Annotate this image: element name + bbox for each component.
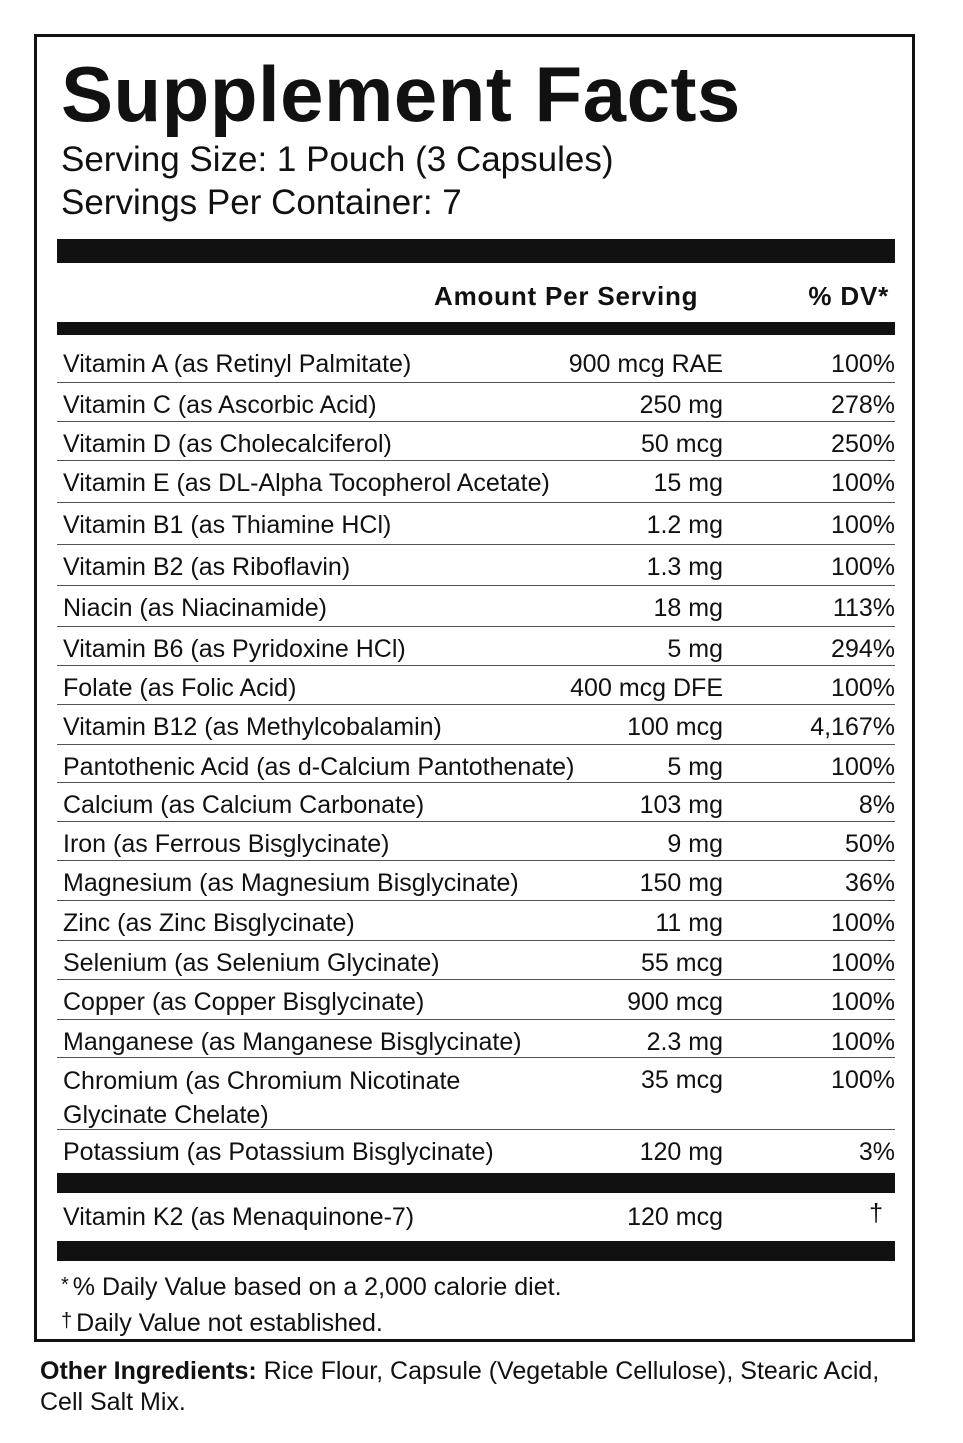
footnote-dv <box>61 1270 562 1302</box>
nutrient-name: Manganese (as Manganese Bisglycinate) <box>63 1028 522 1056</box>
nutrient-dv: 4,167% <box>810 713 895 741</box>
table-row <box>57 1130 895 1170</box>
servings-per-container: Servings Per Container: 7 <box>61 183 462 222</box>
section-divider <box>57 1173 895 1193</box>
nutrient-dv: 100% <box>831 909 895 937</box>
table-row <box>57 422 895 461</box>
nutrient-name: Vitamin B2 (as Riboflavin) <box>63 553 351 581</box>
nutrient-amount: 120 mcg <box>627 1203 723 1231</box>
thick-divider <box>57 239 895 263</box>
nutrient-amount: 5 mg <box>667 635 723 663</box>
nutrient-name: Vitamin B6 (as Pyridoxine HCl) <box>63 635 406 663</box>
bottom-divider <box>57 1241 895 1261</box>
table-row <box>57 822 895 861</box>
footnote-not-established <box>61 1306 383 1338</box>
header-dv: % DV* <box>808 281 889 311</box>
header-divider <box>57 322 895 335</box>
nutrient-amount: 9 mg <box>667 830 723 858</box>
nutrient-name: Copper (as Copper Bisglycinate) <box>63 988 425 1016</box>
other-ingredients <box>40 1356 920 1418</box>
nutrient-name: Zinc (as Zinc Bisglycinate) <box>63 909 355 937</box>
nutrient-table <box>57 342 895 1170</box>
nutrient-amount: 5 mg <box>667 753 723 781</box>
nutrient-name: Niacin (as Niacinamide) <box>63 594 327 622</box>
nutrient-name: Folate (as Folic Acid) <box>63 674 297 702</box>
nutrient-amount: 35 mcg <box>641 1066 723 1094</box>
nutrient-name: Potassium (as Potassium Bisglycinate) <box>63 1138 494 1166</box>
nutrient-dv: † <box>869 1199 883 1227</box>
nutrient-dv: 36% <box>844 869 895 897</box>
table-row <box>57 461 895 503</box>
nutrient-name: Magnesium (as Magnesium Bisglycinate) <box>63 869 519 897</box>
nutrient-name: Vitamin A (as Retinyl Palmitate) <box>63 350 412 378</box>
nutrient-name: Vitamin D (as Cholecalciferol) <box>63 430 392 458</box>
nutrient-name: Selenium (as Selenium Glycinate) <box>63 949 440 977</box>
nutrient-amount: 150 mg <box>639 869 723 897</box>
table-row <box>57 705 895 745</box>
nutrient-dv: 100% <box>831 753 895 781</box>
nutrient-dv: 100% <box>831 350 895 378</box>
nutrient-dv: 113% <box>832 594 895 622</box>
nutrient-name: Iron (as Ferrous Bisglycinate) <box>63 830 390 858</box>
table-row <box>57 1020 895 1058</box>
nutrient-amount: 15 mg <box>653 469 723 497</box>
table-row <box>57 861 895 901</box>
nutrient-dv: 3% <box>858 1138 895 1166</box>
nutrient-name: Vitamin C (as Ascorbic Acid) <box>63 391 377 419</box>
nutrient-amount: 100 mcg <box>627 713 723 741</box>
nutrient-dv: 100% <box>831 553 895 581</box>
nutrient-name: Vitamin B12 (as Methylcobalamin) <box>63 713 442 741</box>
nutrient-dv: 250% <box>831 430 895 458</box>
nutrient-dv: 100% <box>831 988 895 1016</box>
footnote-text: % Daily Value based on a 2,000 calorie diet. <box>72 1273 562 1301</box>
nutrient-name: Chromium (as Chromium Nicotinate Glycinate Chelate) <box>63 1067 461 1129</box>
nutrient-amount: 250 mg <box>639 391 723 419</box>
other-ingredients-label: Other Ingredients: <box>40 1357 257 1385</box>
nutrient-amount: 1.3 mg <box>646 553 723 581</box>
nutrient-amount: 120 mg <box>639 1138 723 1166</box>
table-row <box>57 503 895 545</box>
nutrient-dv: 50% <box>844 830 895 858</box>
nutrient-dv: 8% <box>858 791 895 819</box>
nutrient-dv: 100% <box>831 949 895 977</box>
nutrient-amount: 1.2 mg <box>646 511 723 539</box>
nutrient-dv: 100% <box>831 1028 895 1056</box>
nutrient-name: Vitamin K2 (as Menaquinone-7) <box>63 1203 415 1231</box>
table-row <box>57 545 895 586</box>
nutrient-name: Vitamin B1 (as Thiamine HCl) <box>63 511 392 539</box>
other-ingredients-text: Rice Flour, Capsule (Vegetable Cellulose), Stearic Acid, Cell Salt Mix. <box>40 1357 880 1416</box>
nutrient-dv: 100% <box>831 469 895 497</box>
serving-size: Serving Size: 1 Pouch (3 Capsules) <box>61 140 614 179</box>
footnote-text: Daily Value not established. <box>76 1309 383 1337</box>
panel-title: Supplement Facts <box>61 50 741 138</box>
table-row <box>57 666 895 705</box>
nutrient-name: Pantothenic Acid (as d-Calcium Pantothenate) <box>63 753 575 781</box>
table-row <box>57 342 895 383</box>
table-row <box>57 980 895 1020</box>
footnote-symbol: * <box>61 1274 69 1296</box>
table-row <box>57 1197 895 1241</box>
nutrient-dv: 278% <box>831 391 895 419</box>
table-row <box>57 783 895 822</box>
nutrient-amount: 50 mcg <box>641 430 723 458</box>
nutrient-name: Vitamin E (as DL-Alpha Tocopherol Acetate) <box>63 469 550 497</box>
table-row <box>57 901 895 941</box>
nutrient-name: Calcium (as Calcium Carbonate) <box>63 791 425 819</box>
nutrient-amount: 11 mg <box>655 909 723 937</box>
nutrient-amount: 2.3 mg <box>646 1028 723 1056</box>
nutrient-dv: 100% <box>831 511 895 539</box>
table-row <box>57 627 895 666</box>
table-row <box>57 586 895 627</box>
nutrient-amount: 400 mcg DFE <box>570 674 723 702</box>
table-row <box>57 941 895 980</box>
nutrient-amount: 900 mcg RAE <box>568 350 723 378</box>
nutrient-amount: 900 mcg <box>627 988 723 1016</box>
footnote-symbol: † <box>61 1310 73 1332</box>
nutrient-dv: 100% <box>831 674 895 702</box>
supplement-facts-panel <box>34 34 915 1342</box>
nutrient-amount: 55 mcg <box>641 949 723 977</box>
header-amount: Amount Per Serving <box>434 281 699 311</box>
nutrient-dv: 294% <box>831 635 895 663</box>
table-row <box>57 383 895 422</box>
nutrient-dv: 100% <box>831 1066 895 1094</box>
nutrient-amount: 103 mg <box>639 791 723 819</box>
table-row <box>57 1058 895 1130</box>
table-row <box>57 745 895 783</box>
nutrient-amount: 18 mg <box>653 594 723 622</box>
